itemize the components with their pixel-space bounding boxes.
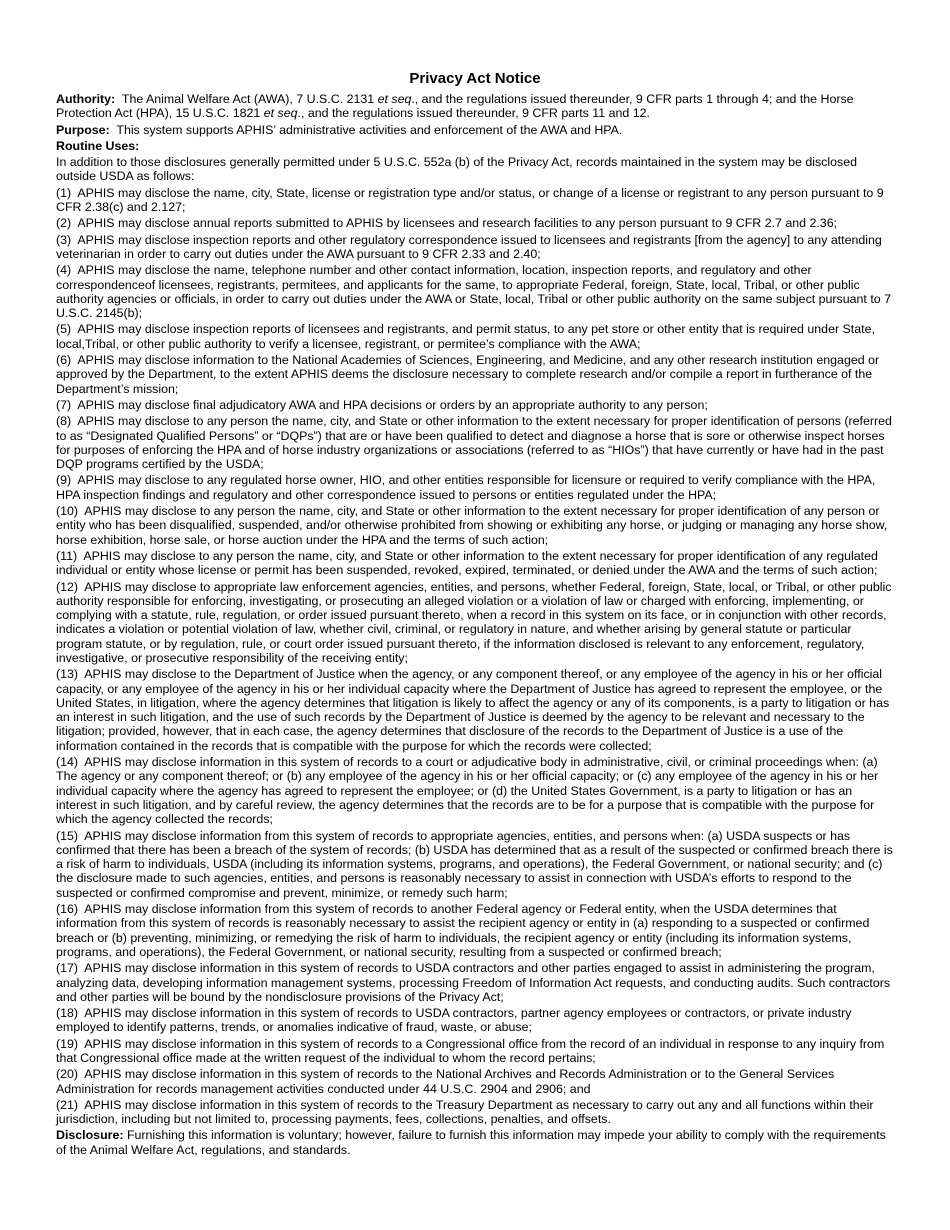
routine-use-number: (15)	[56, 828, 79, 843]
purpose-paragraph	[56, 123, 894, 137]
routine-use-number: (1)	[56, 185, 72, 200]
disclosure-label: Disclosure:	[56, 1128, 124, 1143]
routine-use-item	[56, 829, 894, 900]
routine-use-text: APHIS may disclose to any person the name, city, and State or other information to the extent necessary for proper identification of persons (referred to as “Designated Qualified Persons” or “DQPs”) that are or have been qualified to detect and diagnose a horse that is sore or otherwise inspect horses for purposes of enforcing the HPA and of horse industry organizations or associations (referred to as “HIOs”) that have currently or have had in the past DQP programs certified by the USDA;	[56, 414, 892, 472]
routine-use-item	[56, 398, 894, 412]
routine-use-item	[56, 1006, 894, 1035]
routine-use-number: (13)	[56, 667, 79, 682]
routine-use-number: (2)	[56, 216, 72, 231]
authority-et-seq-1: et seq	[377, 92, 412, 106]
routine-use-text: APHIS may disclose information in this system of records to USDA contractors and other parties engaged to assist in administering the program, analyzing data, developing information management systems, processing Freedom of Information Act requests, and conducting audits. Such contractors and other parties will be bound by the nondisclosure provisions of the Privacy Act;	[56, 961, 891, 1004]
purpose-text: This system supports APHIS’ administrative activities and enforcement of the AWA and HPA.	[116, 122, 623, 137]
routine-use-item	[56, 233, 894, 262]
authority-et-seq-2: et seq	[263, 106, 298, 121]
routine-use-item	[56, 263, 894, 320]
routine-uses-intro: In addition to those disclosures generally permitted under 5 U.S.C. 552a (b) of the Privacy Act, records maintained in the system may be disclosed outside USDA as follows:	[56, 155, 857, 184]
routine-use-number: (7)	[56, 397, 72, 412]
routine-use-number: (20)	[56, 1067, 79, 1082]
routine-use-item	[56, 667, 894, 753]
routine-use-item	[56, 549, 894, 578]
routine-use-text: APHIS may disclose information in this system of records to the National Archives and Records Administration or to the General Services Administration for records management activities conducted under 44 U.S.C. 2904 and 2906; and	[56, 1067, 835, 1096]
routine-use-number: (12)	[56, 579, 79, 594]
routine-use-text: APHIS may disclose information from this system of records to appropriate agencies, entities, and persons when: (a) USDA suspects or has confirmed that there has been a breach of the system of records; (b) USDA has determined that as a result of the suspected or confirmed breach there is a risk of harm to individuals, USDA (including its information systems, programs, and operations), the Federal Government, or national security; and (c) the disclosure made to such agencies, entities, and persons is reasonably necessary to assist in connection with USDA’s efforts to respond to the suspected or confirmed compromise and prevent, minimize, or remedy such harm;	[56, 828, 893, 900]
routine-use-number: (4)	[56, 263, 72, 278]
routine-use-number: (16)	[56, 902, 79, 917]
routine-use-text: APHIS may disclose final adjudicatory AWA and HPA decisions or orders by an appropriate authority to any person;	[77, 397, 708, 412]
routine-use-item	[56, 504, 894, 547]
routine-use-item	[56, 1098, 894, 1127]
routine-use-number: (8)	[56, 414, 72, 429]
routine-use-text: APHIS may disclose inspection reports and other regulatory correspondence issued to licensees and registrants [from the agency] to any attending veterinarian in order to carry out duties under the AWA pursuant to 9 CFR 2.33 and 2.40;	[56, 232, 882, 261]
routine-use-number: (5)	[56, 322, 72, 337]
routine-use-item	[56, 755, 894, 826]
routine-use-text: APHIS may disclose to the Department of Justice when the agency, or any component thereof, or any employee of the agency in his or her official capacity, or any employee of the agency in his or her individual capacity where the Department of Justice has agreed to represent the employee, or the United States, in litigation, where the agency determines that litigation is likely to affect the agency or any of its components, is a party to litigation or has an interest in such litigation, and the use of such records by the Department of Justice is deemed by the agency to be relevant and necessary to the litigation; provided, however, that in each case, the agency determines that disclosure of the records to the Department of Justice is a use of the information contained in the records that is compatible with the purpose for which the records were collected;	[56, 667, 890, 753]
routine-uses-label: Routine Uses:	[56, 138, 140, 153]
routine-use-number: (9)	[56, 473, 72, 488]
routine-use-text: APHIS may disclose information in this system of records to USDA contractors, partner agency employees or contractors, or private industry employed to identify patterns, trends, or anomalies indicative of fraud, waste, or abuse;	[56, 1006, 852, 1035]
routine-use-item	[56, 414, 894, 471]
page-title: Privacy Act Notice	[409, 70, 541, 87]
routine-use-item	[56, 902, 894, 959]
routine-use-text: APHIS may disclose information in this system of records to a court or adjudicative body in administrative, civil, or criminal proceedings when: (a) The agency or any component thereof; or (b) any employee of the agency in his or her official capacity; or (c) any employee of the agency in his or her individual capacity where the agency has agreed to represent the employee; or (d) the United States Government, is a party to litigation or has an interest in such litigation, and by careful review, the agency determines that the records are to be for a purpose that is compatible with the purpose for which the agency collected the records;	[56, 755, 879, 827]
disclosure-paragraph	[56, 1128, 894, 1157]
routine-use-item	[56, 216, 894, 230]
disclosure-text: Furnishing this information is voluntary; however, failure to furnish this information may impede your ability to comply with the requirements of the Animal Welfare Act, regulations, and standards.	[56, 1128, 886, 1157]
routine-use-number: (19)	[56, 1036, 79, 1051]
routine-uses-list	[56, 186, 894, 1127]
routine-use-text: APHIS may disclose to appropriate law enforcement agencies, entities, and persons, whether Federal, foreign, State, local, or Tribal, or other public authority responsible for enforcing, investigating, or prosecuting an alleged violation or a violation of law or charged with enforcing, implementing, or complying with a statute, rule, regulation, or order issued pursuant thereto, when a record in this system on its face, or in conjunction with other records, indicates a violation or potential violation of law, whether civil, criminal, or regulatory in nature, and whether arising by general statute or particular program statute, or by regulation, rule, or court order issued pursuant thereto, if the information disclosed is relevant to any enforcement, regulatory, investigative, or prosecutive responsibility of the receiving entity;	[56, 579, 892, 665]
routine-use-item	[56, 353, 894, 396]
routine-use-item	[56, 580, 894, 666]
routine-use-item	[56, 322, 894, 351]
routine-use-text: APHIS may disclose annual reports submitted to APHIS by licensees and research facilities to any person pursuant to 9 CFR 2.7 and 2.36;	[77, 216, 838, 231]
routine-use-number: (18)	[56, 1006, 79, 1021]
routine-use-number: (14)	[56, 755, 79, 770]
routine-use-item	[56, 1037, 894, 1066]
routine-use-number: (21)	[56, 1097, 79, 1112]
routine-use-number: (3)	[56, 232, 72, 247]
authority-text-3: ., and the regulations issued thereunder, 9 CFR parts 11 and 12.	[297, 106, 650, 121]
routine-use-number: (10)	[56, 504, 79, 519]
purpose-label: Purpose:	[56, 122, 110, 137]
routine-use-item	[56, 186, 894, 215]
routine-use-number: (6)	[56, 353, 72, 368]
routine-use-text: APHIS may disclose to any regulated horse owner, HIO, and other entities responsible for licensure or required to verify compliance with the HPA, HPA inspection findings and regulatory and other correspondence issued to persons or entities regulated under the HPA;	[56, 473, 876, 502]
routine-use-item	[56, 473, 894, 502]
routine-use-item	[56, 961, 894, 1004]
routine-use-text: APHIS may disclose information from this system of records to another Federal agency or Federal entity, when the USDA determines that information from this system of records is reasonably necessary to assist the recipient agency or entity in (a) responding to a suspected or confirmed breach or (b) preventing, minimizing, or remedying the risk of harm to individuals, the recipient agency or entity (including its information systems, programs, and operations), the Federal Government, or national security, resulting from a suspected or confirmed breach;	[56, 902, 870, 959]
routine-use-text: APHIS may disclose to any person the name, city, and State or other information to the extent necessary for proper identification of any person or entity who has been disqualified, suspended, and/or otherwise prohibited from showing or exhibiting any horse, or judging or managing any horse show, horse exhibition, horse sale, or horse auction under the HPA and the terms of such action;	[56, 504, 888, 547]
authority-text-2: ., and the regulations issued thereunder, 9 CFR parts 1 through 4; and the Horse Protection Act (HPA), 15 U.S.C. 1821	[56, 92, 854, 121]
routine-use-number: (11)	[56, 548, 78, 563]
routine-use-number: (17)	[56, 961, 79, 976]
routine-uses-heading	[56, 139, 894, 153]
routine-use-item	[56, 1067, 894, 1096]
routine-use-text: APHIS may disclose information to the National Academies of Sciences, Engineering, and Medicine, and any other research institution engaged or approved by the Department, to the extent APHIS deems the disclosure necessary to complete research and/or compile a report in furtherance of the Department’s mission;	[56, 353, 880, 396]
routine-use-text: APHIS may disclose the name, telephone number and other contact information, location, inspection reports, and regulatory and other correspondenceof licensees, registrants, permitees, and applicants for the same, to appropriate Federal, foreign, State, local, Tribal, or other public authority agencies or officials, in order to carry out duties under the AWA or State, local, Tribal or other public authority on the same subject pursuant to 7 U.S.C. 2145(b);	[56, 263, 891, 321]
authority-label: Authority:	[56, 92, 116, 106]
routine-use-text: APHIS may disclose to any person the name, city, and State or other information to the extent necessary for proper identification of any regulated individual or entity whose license or permit has been suspended, revoked, expired, terminated, or denied under the AWA and the terms of such action;	[56, 548, 878, 578]
authority-text-1: The Animal Welfare Act (AWA), 7 U.S.C. 2131	[121, 92, 378, 106]
routine-use-text: APHIS may disclose the name, city, State, license or registration type and/or status, or change of a license or registrant to any person pursuant to 9 CFR 2.38(c) and 2.127;	[56, 185, 884, 215]
authority-paragraph	[56, 92, 894, 121]
routine-use-text: APHIS may disclose information in this system of records to a Congressional office from the record of an individual in response to any inquiry from that Congressional office made at the written request of the individual to whom the record pertains;	[56, 1036, 885, 1065]
routine-use-text: APHIS may disclose inspection reports of licensees and registrants, and permit status, to any pet store or other entity that is required under State, local,Tribal, or other public authority to verify a licensee, registrant, or permitee’s compliance with the AWA;	[56, 322, 875, 351]
routine-use-text: APHIS may disclose information in this system of records to the Treasury Department as necessary to carry out any and all functions within their jurisdiction, including but not limited to, processing payments, fees, collections, penalties, and offsets.	[56, 1097, 874, 1127]
